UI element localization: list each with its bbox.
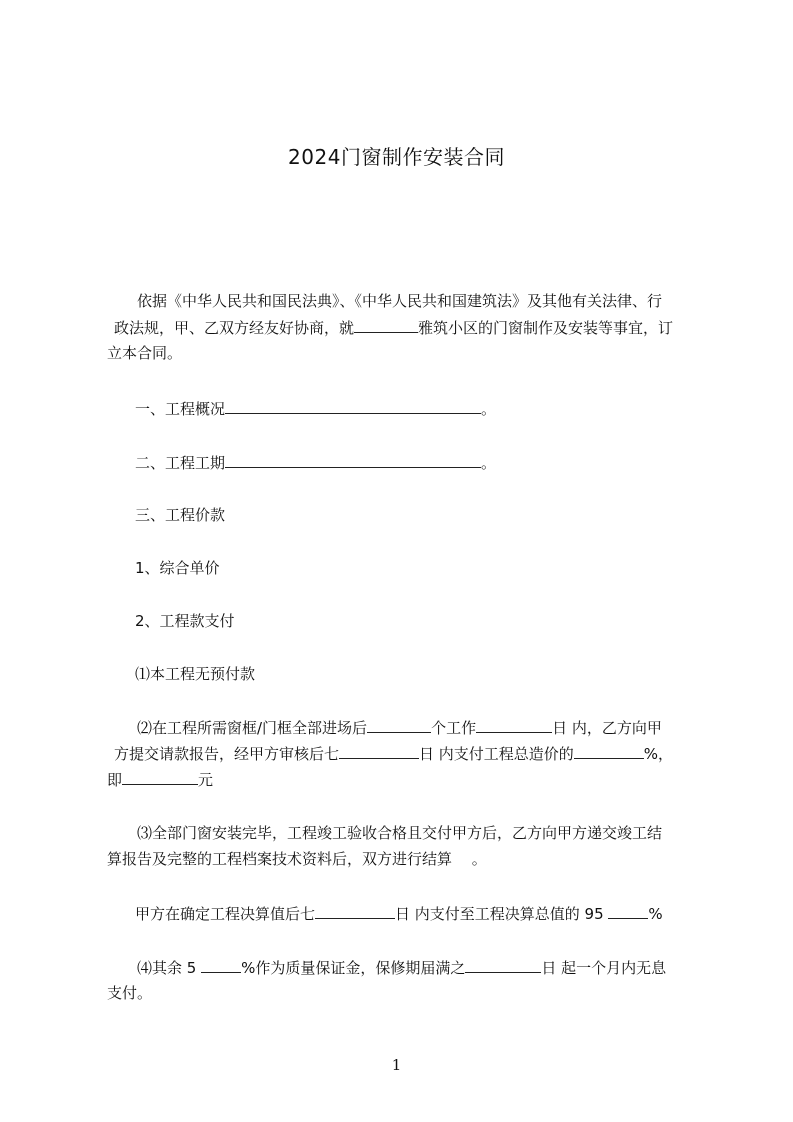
intro-line-2-text-b: 雅筑小区的门窗制作及安装等事宜，订 <box>418 319 674 337</box>
page-number: 1 <box>391 1056 402 1074</box>
settlement-percent-blank <box>608 900 648 919</box>
clause-2-line-1 <box>107 714 707 740</box>
clause-3-settlement <box>107 820 707 872</box>
payment-text-c: % <box>648 905 663 923</box>
item-1-unit-price <box>107 555 735 581</box>
clause-2-line-2 <box>107 740 707 766</box>
settlement-days-blank <box>315 900 395 919</box>
workdays-count-blank <box>476 714 552 733</box>
clause-4-retention <box>107 954 707 1006</box>
clause-2-text-2b: 日 内支付工程总造价的 <box>419 745 574 763</box>
clause-3-line-2: 算报告及完整的工程档案技术资料后，双方进行结算 。 <box>107 850 487 868</box>
review-days-blank <box>339 740 419 759</box>
section-2-end: 。 <box>481 454 497 472</box>
clause-2-text-2c: %， <box>643 745 674 763</box>
project-name-blank <box>354 314 418 333</box>
warranty-end-blank <box>465 954 541 973</box>
intro-line-3: 立本合同。 <box>107 344 183 362</box>
section-1-project-overview <box>107 395 735 422</box>
clause-2-text-3b: 元 <box>198 771 214 789</box>
clause-2-progress-payment <box>107 714 707 792</box>
amount-blank <box>122 766 198 785</box>
section-1-label: 一、工程概况 <box>135 400 226 418</box>
retention-percent-blank <box>201 954 241 973</box>
clause-2-line-3 <box>107 766 707 792</box>
percent-blank <box>574 740 644 759</box>
section-2-label: 二、工程工期 <box>135 454 226 472</box>
clause-4-line-1 <box>107 954 707 980</box>
section-2-project-duration <box>107 449 735 476</box>
intro-line-2 <box>107 314 707 340</box>
clause-2-text-3a: 即 <box>107 771 123 789</box>
clause-2-text-1a: ⑵在工程所需窗框/门框全部进场后 <box>137 719 368 737</box>
item-2-payment <box>107 608 735 634</box>
clause-2-text-1c: 日 内，乙方向甲 <box>552 719 662 737</box>
project-duration-blank <box>225 449 481 468</box>
clause-4-line-2: 支付。 <box>107 984 153 1002</box>
clause-2-text-1b: 个工作 <box>431 719 477 737</box>
section-3-label: 三、工程价款 <box>135 506 226 524</box>
item-1-label: 1、综合单价 <box>135 559 220 577</box>
intro-line-1: 依据《中华人民共和国民法典》、《中华人民共和国建筑法》及其他有关法律、行 <box>137 292 663 310</box>
clause-4-text-1a: ⑷其余 5 <box>137 959 202 977</box>
document-title: 2024门窗制作安装合同 <box>288 145 505 169</box>
section-1-end: 。 <box>481 400 497 418</box>
clause-1-text: ⑴本工程无预付款 <box>135 665 256 683</box>
intro-paragraph <box>107 288 707 366</box>
clause-1-no-prepayment <box>107 661 735 687</box>
workdays-blank <box>367 714 431 733</box>
item-2-label: 2、工程款支付 <box>135 612 235 630</box>
clause-4-text-1c: 日 起一个月内无息 <box>541 959 667 977</box>
clause-2-text-2a: 方提交请款报告，经甲方审核后七 <box>114 745 340 763</box>
payment-text-a: 甲方在确定工程决算值后七 <box>135 905 316 923</box>
project-overview-blank <box>225 395 481 414</box>
clause-3-line-1: ⑶全部门窗安装完毕，工程竣工验收合格且交付甲方后，乙方向甲方递交竣工结 <box>137 824 663 842</box>
payment-text-b: 日 内支付至工程决算总值的 95 <box>395 905 609 923</box>
intro-line-2-text-a: 政法规，甲、乙双方经友好协商，就 <box>114 319 355 337</box>
final-payment-line <box>107 900 735 927</box>
section-3-project-price <box>107 502 735 528</box>
clause-4-text-1b: %作为质量保证金，保修期届满之 <box>241 959 466 977</box>
